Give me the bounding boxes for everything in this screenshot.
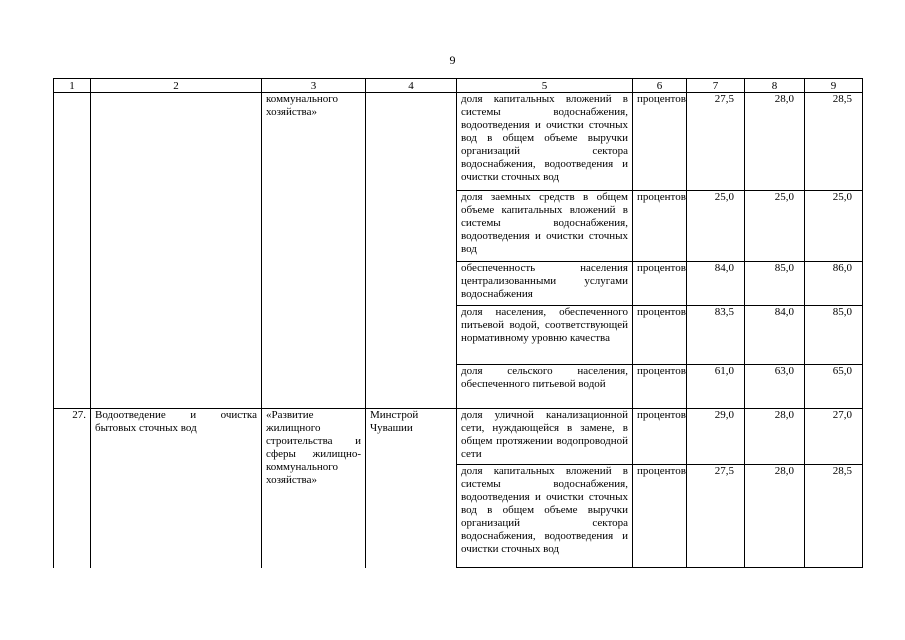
row-number-cell: 27. [54, 409, 91, 568]
indicators-table [53, 78, 863, 568]
indicator-cell: доля заемных средств в общем объеме капитальных вложений в системы водоснабжения, водоотведения и очистки сточных вод [457, 191, 633, 262]
value-cell: 28,5 [805, 93, 863, 191]
column-header: 2 [91, 79, 262, 93]
value-cell: 28,0 [745, 409, 805, 465]
column-header: 5 [457, 79, 633, 93]
page-number: 9 [449, 53, 456, 67]
value-cell: 27,5 [687, 465, 745, 568]
indicator-cell: доля капитальных вложений в системы водоснабжения, водоотведения и очистки сточных вод в общем объеме выручки организаций сектора водоснабжения, водоотведения и очистки сточных вод [457, 465, 633, 568]
value-cell: 86,0 [805, 262, 863, 306]
column-header: 4 [366, 79, 457, 93]
value-cell: 29,0 [687, 409, 745, 465]
value-cell: 85,0 [745, 262, 805, 306]
indicator-cell: доля капитальных вложений в системы водоснабжения, водоотведения и очистки сточных вод в общем объеме выручки организаций сектора водоснабжения, водоотведения и очистки сточных вод [457, 93, 633, 191]
unit-cell: процентов [633, 465, 687, 568]
indicator-cell: обеспеченность населения централизованными услугами водоснабжения [457, 262, 633, 306]
value-cell: 25,0 [805, 191, 863, 262]
value-cell: 84,0 [745, 306, 805, 365]
executor-cell: Минстрой Чувашии [366, 409, 457, 568]
unit-cell: процентов [633, 191, 687, 262]
indicator-cell: доля уличной канализационной сети, нуждающейся в замене, в общем протяжении водопроводной сети [457, 409, 633, 465]
unit-cell: процентов [633, 306, 687, 365]
unit-cell: процентов [633, 365, 687, 409]
executor-cell [366, 93, 457, 409]
row-number-cell [54, 93, 91, 409]
column-header: 3 [262, 79, 366, 93]
program-cell: коммунального хозяйства» [262, 93, 366, 409]
column-header: 6 [633, 79, 687, 93]
column-header: 9 [805, 79, 863, 93]
value-cell: 65,0 [805, 365, 863, 409]
value-cell: 28,0 [745, 93, 805, 191]
program-cell: «Развитие жилищного строительства и сферы жилищно-коммунального хозяйства» [262, 409, 366, 568]
indicator-cell: доля населения, обеспеченного питьевой водой, соответствующей нормативному уровню качества [457, 306, 633, 365]
indicator-cell: доля сельского населения, обеспеченного питьевой водой [457, 365, 633, 409]
value-cell: 25,0 [687, 191, 745, 262]
column-header: 7 [687, 79, 745, 93]
value-cell: 85,0 [805, 306, 863, 365]
measure-name-cell [91, 93, 262, 409]
value-cell: 25,0 [745, 191, 805, 262]
column-header: 8 [745, 79, 805, 93]
unit-cell: процентов [633, 262, 687, 306]
value-cell: 84,0 [687, 262, 745, 306]
measure-name-cell: Водоотведение и очистка бытовых сточных вод [91, 409, 262, 568]
value-cell: 63,0 [745, 365, 805, 409]
value-cell: 61,0 [687, 365, 745, 409]
unit-cell: процентов [633, 409, 687, 465]
value-cell: 27,5 [687, 93, 745, 191]
header-row [54, 79, 863, 93]
value-cell: 28,5 [805, 465, 863, 568]
table-row [54, 93, 863, 191]
column-header: 1 [54, 79, 91, 93]
value-cell: 83,5 [687, 306, 745, 365]
value-cell: 27,0 [805, 409, 863, 465]
unit-cell: процентов [633, 93, 687, 191]
table-row [54, 409, 863, 465]
value-cell: 28,0 [745, 465, 805, 568]
